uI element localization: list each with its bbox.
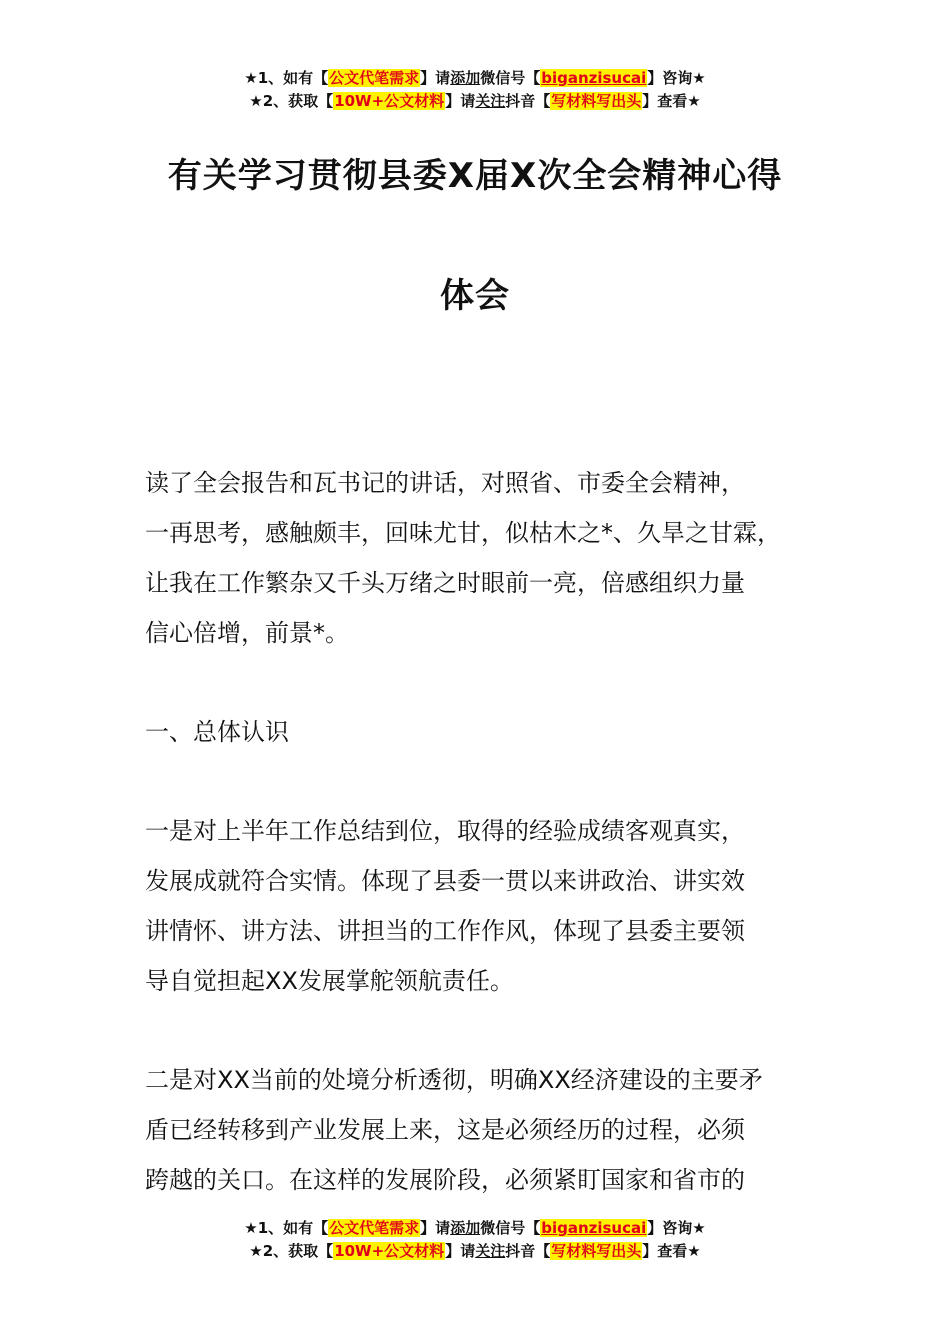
banner-line-1: ★1、如有【公文代笔需求】请添加微信号【biganzisucai】咨询★	[244, 1219, 706, 1237]
banner-wechat-id[interactable]: biganzisucai	[541, 69, 647, 87]
top-banner	[0, 67, 950, 113]
intro-paragraph: 读了全会报告和瓦书记的讲话，对照省、市委全会精神， 一再思考，感触颇丰，回味尤甘，似枯木之*、久旱之甘霖， 让我在工作繁杂又千头万绪之时眼前一亮，倍感组织力量 信心倍增，前景*。	[145, 469, 781, 647]
banner-line-1: ★1、如有【公文代笔需求】请添加微信号【biganzisucai】咨询★	[244, 69, 706, 87]
banner-wechat-id[interactable]: biganzisucai	[541, 1219, 647, 1237]
banner-highlight-service: 公文代笔需求	[329, 1219, 420, 1237]
point-1-paragraph: 一是对上半年工作总结到位，取得的经验成绩客观真实， 发展成就符合实情。体现了县委一贯以来讲政治、讲实效 讲情怀、讲方法、讲担当的工作作风，体现了县委主要领 导自觉担起XX发展掌舵领航责任。	[145, 817, 745, 995]
document-title-line-1: 有关学习贯彻县委Ⅹ届Ⅹ次全会精神心得	[167, 156, 783, 196]
banner-line-2: ★2、获取【10W+公文材料】请关注抖音【写材料写出头】查看★	[249, 92, 701, 110]
banner-douyin-account: 写材料写出头	[551, 92, 642, 110]
banner-highlight-service: 公文代笔需求	[329, 69, 420, 87]
banner-douyin-account: 写材料写出头	[551, 1242, 642, 1260]
banner-highlight-materials: 10W+公文材料	[334, 92, 445, 110]
banner-highlight-materials: 10W+公文材料	[334, 1242, 445, 1260]
bottom-banner	[0, 1217, 950, 1263]
section-heading-1: 一、总体认识	[145, 718, 289, 746]
point-2-paragraph: 二是对XX当前的处境分析透彻，明确XX经济建设的主要矛 盾已经转移到产业发展上来，这是必须经历的过程，必须 跨越的关口。在这样的发展阶段，必须紧盯国家和省市的	[145, 1066, 763, 1194]
document-title-line-2: 体会	[440, 276, 510, 316]
banner-line-2: ★2、获取【10W+公文材料】请关注抖音【写材料写出头】查看★	[249, 1242, 701, 1260]
